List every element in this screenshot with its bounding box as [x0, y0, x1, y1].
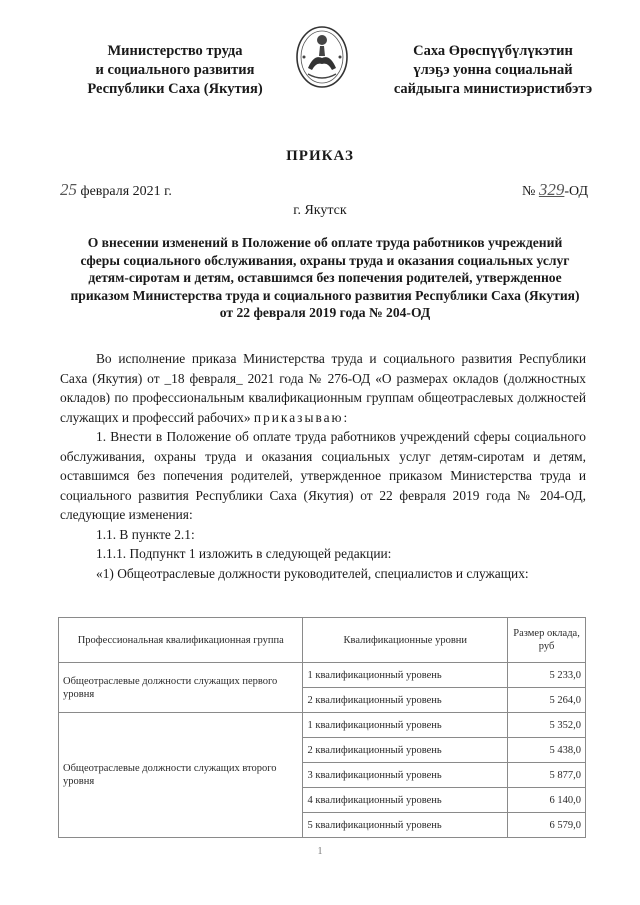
- order-date: [60, 180, 172, 200]
- ministry-name-yakut: [388, 42, 598, 99]
- item-1-1: 1.1. В пункте 2.1:: [96, 526, 195, 542]
- ministry-line: үлэҕэ уонна социальнай: [413, 62, 573, 78]
- salary-cell: 5 264,0: [508, 688, 586, 713]
- group-name: Общеотраслевые должности служащих первого уровня: [59, 663, 303, 713]
- level-cell: 5 квалификационный уровень: [303, 813, 508, 838]
- order-body: [60, 349, 586, 583]
- salary-table: [58, 617, 586, 838]
- level-cell: 2 квалификационный уровень: [303, 688, 508, 713]
- salary-cell: 5 233,0: [508, 663, 586, 688]
- header-group: Профессиональная квалификационная группа: [59, 618, 303, 663]
- group-name: Общеотраслевые должности служащих второго уровня: [59, 713, 303, 838]
- item-1-1-1: 1.1.1. Подпункт 1 изложить в следующей редакции:: [96, 546, 392, 561]
- item-1: 1. Внести в Положение об оплате труда работников учреждений сферы социального обслуживания, охраны труда и оказания социальных услуг детям-сиротам и детям, оставшимся без попечения родителей, утвержденное приказом Министерства труда и социального развития Республики Саха (Якутия) от 22 февраля 2019 года № 204-ОД, следующие изменения:: [60, 429, 586, 522]
- page-number: 1: [317, 846, 323, 857]
- document-title: ПРИКАЗ: [286, 148, 354, 164]
- ministry-line: Республики Саха (Якутия): [87, 81, 263, 97]
- salary-cell: 5 352,0: [508, 713, 586, 738]
- decree-word: приказываю:: [253, 409, 350, 425]
- ministry-line: Министерство труда: [107, 43, 243, 59]
- header-level: Квалификационные уровни: [303, 618, 508, 663]
- salary-cell: 5 877,0: [508, 763, 586, 788]
- level-cell: 3 квалификационный уровень: [303, 763, 508, 788]
- level-cell: 4 квалификационный уровень: [303, 788, 508, 813]
- table-header-row: [59, 618, 586, 663]
- handwritten-number: 329: [538, 180, 565, 199]
- number-prefix: №: [522, 184, 536, 199]
- number-suffix: -ОД: [564, 184, 588, 199]
- table-row: [59, 663, 586, 688]
- ministry-line: Саха Өрөспүүбүлүкэтин: [413, 43, 573, 59]
- level-cell: 2 квалификационный уровень: [303, 738, 508, 763]
- level-cell: 1 квалификационный уровень: [303, 663, 508, 688]
- table-row: [59, 713, 586, 738]
- ministry-line: и социального развития: [95, 62, 255, 78]
- handwritten-day: 25: [60, 180, 77, 199]
- coat-of-arms-icon: [294, 24, 350, 90]
- ministry-line: сайдыыга министиэристибэтэ: [393, 81, 593, 97]
- date-rest: февраля 2021 г.: [80, 184, 172, 199]
- order-subject: О внесении изменений в Положение об оплате труда работников учреждений сферы социального обслуживания, охраны труда и оказания социальных услуг детям-сиротам и детям, оставшимся без попечения родителей, утвержденное приказом Министерства труда и социального развития Республики Саха (Якутия) от 22 февраля 2019 года № 204-ОД: [70, 235, 580, 321]
- salary-cell: 6 579,0: [508, 813, 586, 838]
- salary-cell: 6 140,0: [508, 788, 586, 813]
- level-cell: 1 квалификационный уровень: [303, 713, 508, 738]
- header-salary: Размер оклада, руб: [508, 618, 586, 663]
- salary-cell: 5 438,0: [508, 738, 586, 763]
- city: г. Якутск: [293, 203, 347, 218]
- item-quote: «1) Общеотраслевые должности руководителей, специалистов и служащих:: [96, 565, 529, 581]
- preamble-text: Во исполнение приказа Министерства труда и социального развития Республики Саха (Якутия) от _18 февраля_ 2021 года № 276-ОД «О размерах окладов (должностных окладов) по профессиональным квалификационным группам общеотраслевых должностей служащих и профессий рабочих»: [60, 351, 586, 425]
- order-number: [522, 180, 588, 200]
- ministry-name-russian: [70, 42, 280, 99]
- preamble-paragraph: [60, 349, 586, 427]
